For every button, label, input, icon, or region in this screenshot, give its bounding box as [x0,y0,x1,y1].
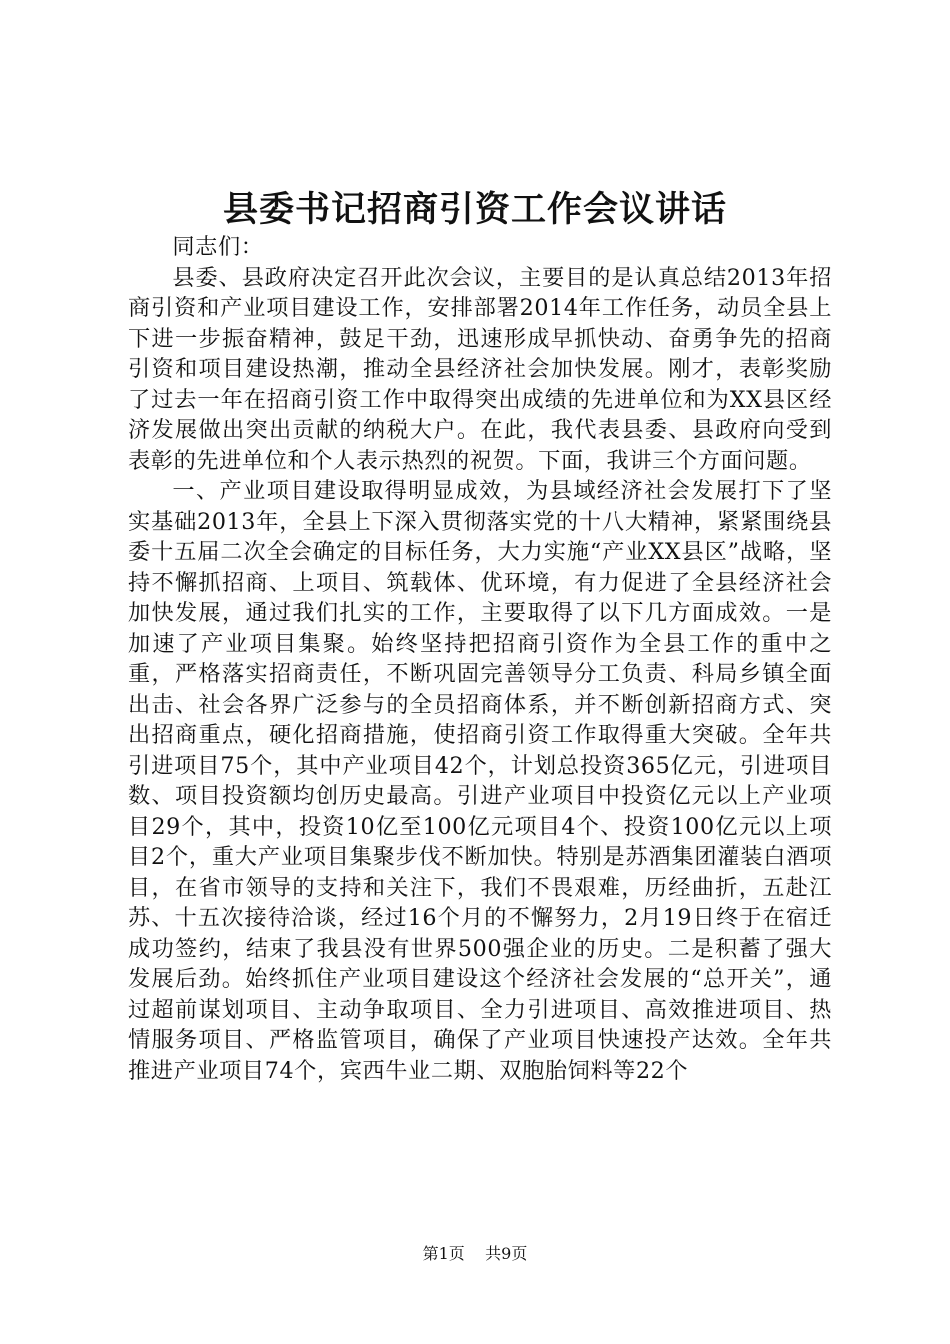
paragraph-section-one: 一、产业项目建设取得明显成效，为县域经济社会发展打下了坚实基础2013年，全县上下深入贯彻落实党的十八大精神，紧紧围绕县委十五届二次全会确定的目标任务，大力实施“产业XX县区”战略，坚持不懈抓招商、上项目、筑载体、优环境，有力促进了全县经济社会加快发展，通过我们扎实的工作，主要取得了以下几方面成效。一是加速了产业项目集聚。始终坚持把招商引资作为全县工作的重中之重，严格落实招商责任，不断巩固完善领导分工负责、科局乡镇全面出击、社会各界广泛参与的全员招商体系，并不断创新招商方式、突出招商重点，硬化招商措施，使招商引资工作取得重大突破。全年共引进项目75个，其中产业项目42个，计划总投资365亿元，引进项目数、项目投资额均创历史最高。引进产业项目中投资亿元以上产业项目29个，其中，投资10亿至100亿元项目4个、投资100亿元以上项目2个，重大产业项目集聚步伐不断加快。特别是苏酒集团灌装白酒项目，在省市领导的支持和关注下，我们不畏艰难，历经曲折，五赴江苏、十五次接待洽谈，经过16个月的不懈努力，2月19日终于在宿迁成功签约，结束了我县没有世界500强企业的历史。二是积蓄了强大发展后劲。始终抓住产业项目建设这个经济社会发展的“总开关”，通过超前谋划项目、主动争取项目、全力引进项目、高效推进项目、热情服务项目、严格监管项目，确保了产业项目快速投产达效。全年共推进产业项目74个，宾西牛业二期、双胞胎饲料等22个 [128,478,832,1084]
page-footer [0,1243,950,1265]
document-title: 县委书记招商引资工作会议讲话 [222,189,727,230]
salutation: 同志们： [172,234,264,260]
page-total: 共9页 [485,1244,528,1263]
paragraph-opening: 县委、县政府决定召开此次会议，主要目的是认真总结2013年招商引资和产业项目建设工作，安排部署2014年工作任务，动员全县上下进一步振奋精神，鼓足干劲，迅速形成早抓快动、奋勇争先的招商引资和项目建设热潮，推动全县经济社会加快发展。刚才，表彰奖励了过去一年在招商引资工作中取得突出成绩的先进单位和为XX县区经济发展做出突出贡献的纳税大户。在此，我代表县委、县政府向受到表彰的先进单位和个人表示热烈的祝贺。下面，我讲三个方面问题。 [128,264,832,474]
document-body [128,232,832,1086]
page-number: 第1页 [422,1244,465,1263]
